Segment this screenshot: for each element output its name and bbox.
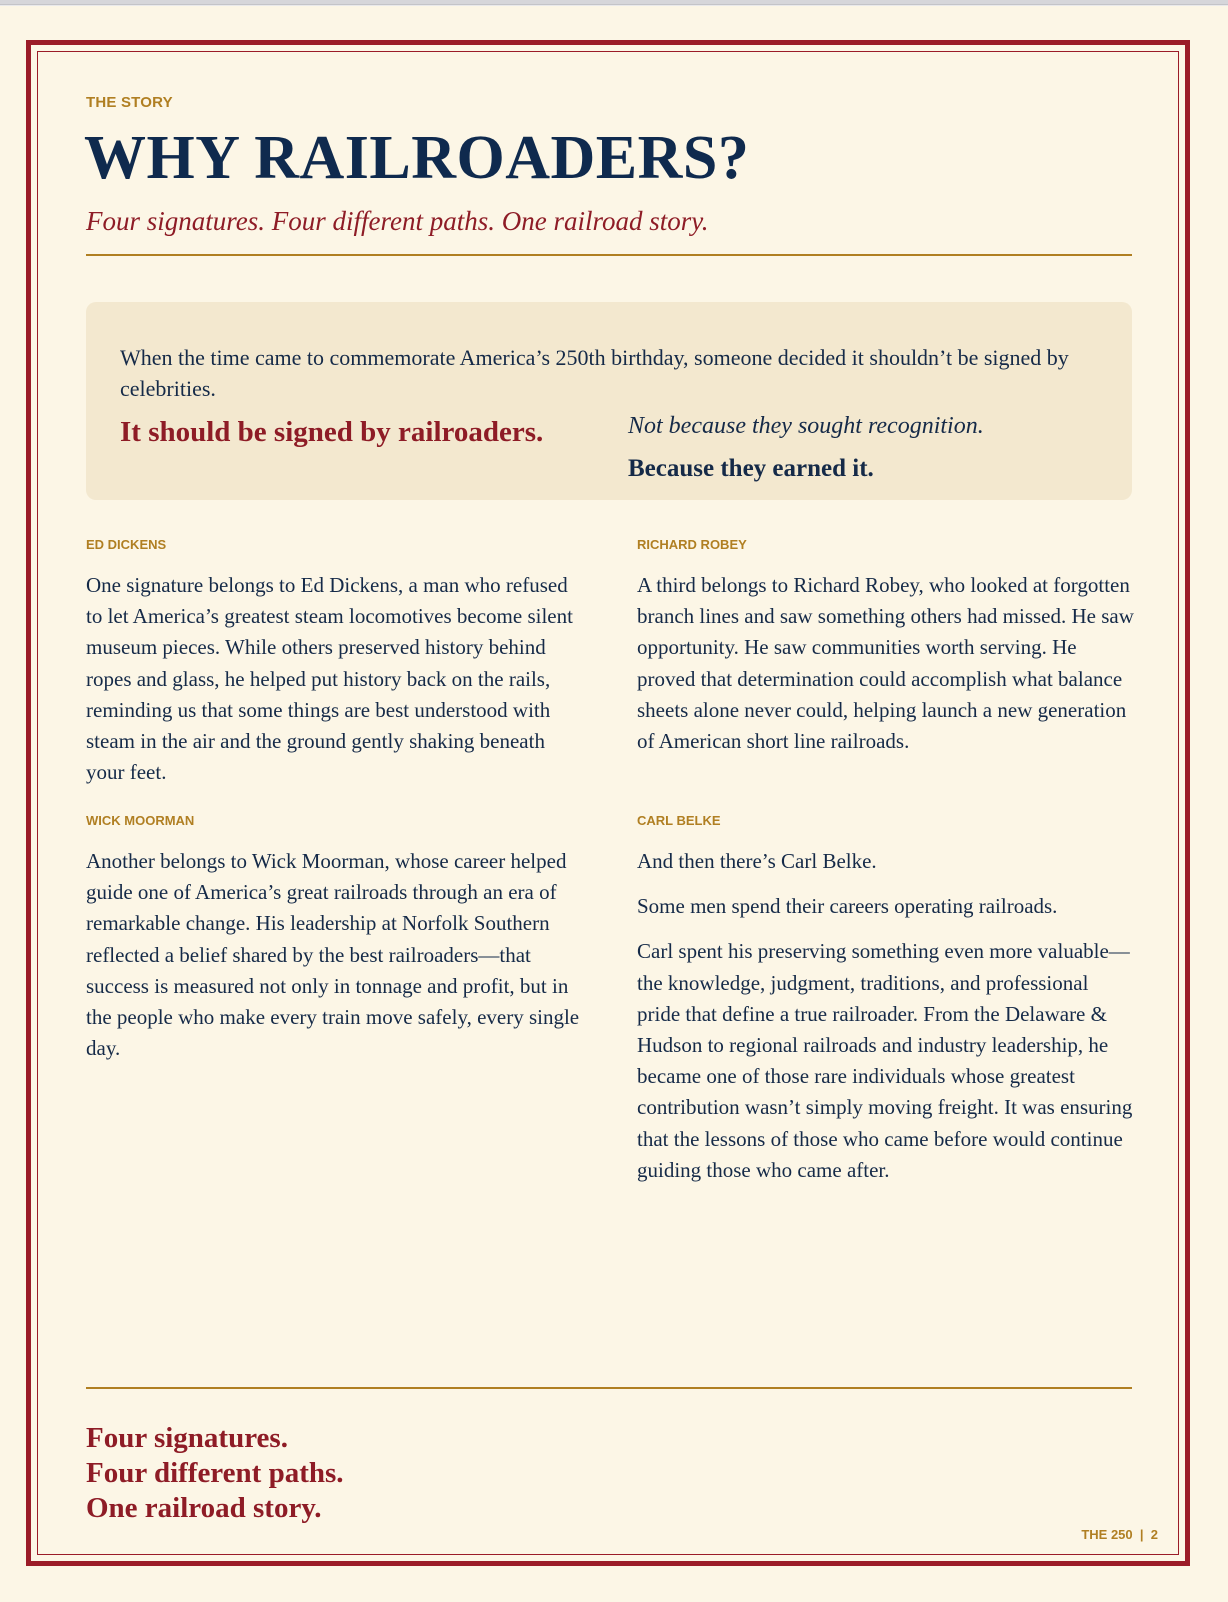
section-label: RICHARD ROBEY — [637, 537, 747, 552]
section-wick-moorman — [86, 813, 584, 1064]
intro-emphasis: It should be signed by railroaders. — [120, 416, 544, 448]
publication-name: THE 250 — [1081, 1527, 1133, 1542]
closing-line: Four different paths. — [86, 1457, 344, 1489]
section-paragraph: And then there’s Carl Belke. — [637, 849, 877, 873]
header-divider — [86, 254, 1132, 256]
intro-not-because: Not because they sought recognition. — [628, 413, 984, 439]
closing-statement — [86, 1421, 344, 1526]
footer-divider — [86, 1387, 1132, 1389]
section-paragraph: Some men spend their careers operating railroads. — [637, 894, 1058, 919]
section-paragraph: One signature belongs to Ed Dickens, a man who refused to let America’s greatest steam locomotives become silent museum pieces. While others preserved history behind ropes and glass, he helped put history back on the rails, reminding us that some things are best understood with steam in the air and the ground gently shaking beneath your feet. — [86, 573, 573, 785]
inner-border-frame — [37, 51, 1179, 1555]
section-paragraph: Another belongs to Wick Moorman, whose career helped guide one of America’s great railroads through an era of remarkable change. His leadership at Norfolk Southern reflected a belief shared by the best railroaders—that success is measured not only in tonnage and profit, but in the people who make every train move safely, every single day. — [86, 849, 580, 1061]
section-label: WICK MOORMAN — [86, 813, 195, 828]
page-footer — [1081, 1527, 1158, 1542]
closing-line: Four signatures. — [86, 1422, 288, 1454]
section-paragraph: Carl spent his preserving something even more valuable—the knowledge, judgment, traditions, and professional pride that define a true railroader. From the Delaware & Hudson to regional railroads and industry leadership, he became one of those rare individuals whose greatest contribution wasn’t simply moving freight. It was ensuring that the lessons of those who came before would continue guiding those who came after. — [637, 939, 1133, 1182]
window-top-edge — [0, 0, 1228, 5]
page-subtitle: Four signatures. Four different paths. One railroad story. — [86, 206, 709, 236]
footer-separator: | — [1139, 1527, 1144, 1542]
intro-because: Because they earned it. — [628, 455, 874, 482]
intro-text: When the time came to commemorate America’s 250th birthday, someone decided it shouldn’t be signed by celebrities. — [120, 345, 1069, 401]
section-label: ED DICKENS — [86, 537, 167, 552]
page-number: 2 — [1150, 1527, 1158, 1542]
intro-callout — [86, 302, 1132, 500]
section-paragraph: A third belongs to Richard Robey, who looked at forgotten branch lines and saw something others had missed. He saw opportunity. He saw communities worth serving. He proved that determination could accomplish what balance sheets alone never could, helping launch a new generation of American short line railroads. — [637, 573, 1134, 754]
section-ed-dickens — [86, 537, 584, 788]
section-richard-robey — [637, 537, 1135, 757]
page-title: WHY RAILROADERS? — [84, 124, 750, 192]
section-label: CARL BELKE — [637, 813, 721, 828]
section-eyebrow: THE STORY — [86, 94, 173, 111]
section-carl-belke — [637, 813, 1135, 1186]
closing-line: One railroad story. — [86, 1492, 322, 1524]
